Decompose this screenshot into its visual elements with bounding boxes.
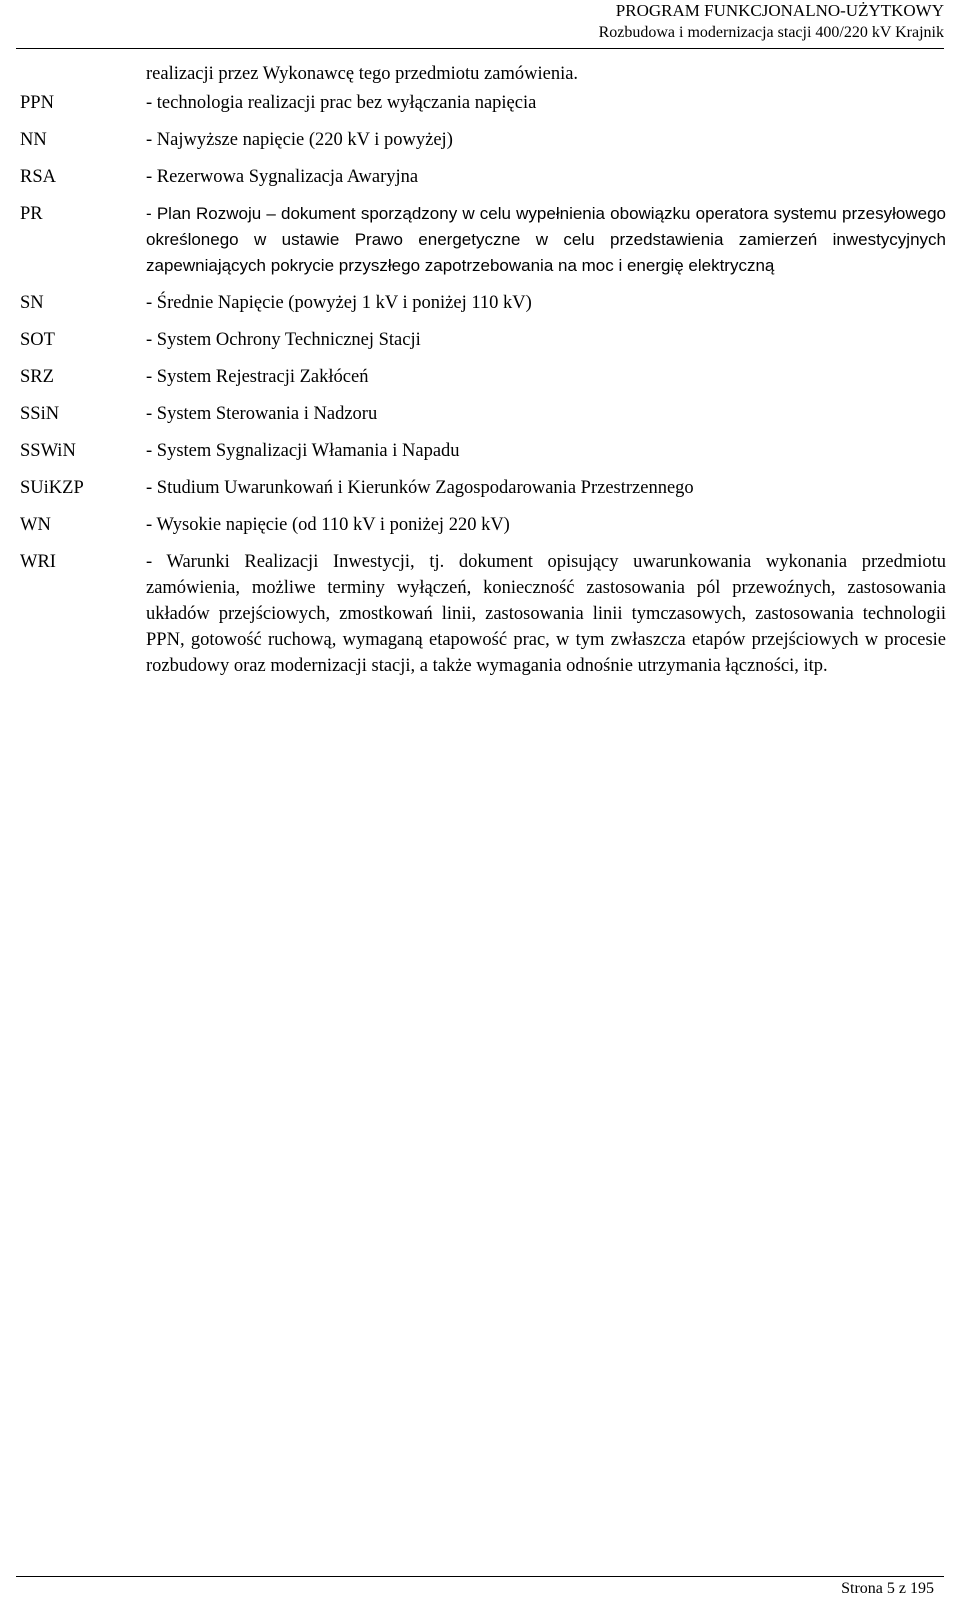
abbreviation-term: NN — [20, 130, 47, 150]
abbreviation-term: SUiKZP — [20, 478, 84, 498]
abbreviation-definition: - Studium Uwarunkowań i Kierunków Zagospodarowania Przestrzennego — [146, 478, 694, 498]
abbreviation-row — [20, 438, 946, 464]
page-number: Strona 5 z 195 — [841, 1580, 934, 1597]
abbreviation-row — [20, 127, 946, 153]
abbreviation-row — [20, 164, 946, 190]
abbreviation-term: SSiN — [20, 404, 60, 424]
abbreviation-definition: - Rezerwowa Sygnalizacja Awaryjna — [146, 167, 419, 187]
abbreviation-term: PPN — [20, 93, 54, 113]
abbreviation-row — [20, 290, 946, 316]
abbreviation-definition: - Plan Rozwoju – dokument sporządzony w celu wypełnienia obowiązku operatora systemu przesyłowego określonego w ustawie Prawo energetyczne w celu przedstawienia zamierzeń inwestycyjnych zapewniających pokrycie przyszłego zapotrzebowania na moc i energię elektryczną — [146, 204, 946, 275]
abbreviation-definition: - Warunki Realizacji Inwestycji, tj. dokument opisujący uwarunkowania wykonania przedmiotu zamówienia, możliwe terminy wyłączeń, konieczność zastosowania pól przewoźnych, zastosowania układów przejściowych, zmostkowań linii, zastosowania linii tymczasowych, zastosowania technologii PPN, gotowość ruchową, wymaganą etapowość prac, w tym zwłaszcza etapów przejściowych w procesie rozbudowy oraz modernizacji stacji, a także wymagania odnośnie utrzymania łączności, itp. — [146, 552, 946, 676]
abbreviation-term: WN — [20, 515, 51, 535]
abbreviation-row — [20, 512, 946, 538]
document-title: PROGRAM FUNKCJONALNO-UŻYTKOWY — [615, 1, 944, 20]
abbreviation-row — [20, 549, 946, 679]
abbreviation-list — [20, 60, 946, 679]
page-header — [599, 0, 944, 44]
abbreviation-definition: - technologia realizacji prac bez wyłączania napięcia — [146, 93, 537, 113]
abbreviation-term: PR — [20, 204, 43, 224]
abbreviation-row — [20, 401, 946, 427]
abbreviation-definition: - Średnie Napięcie (powyżej 1 kV i poniżej 110 kV) — [146, 293, 532, 313]
abbreviation-definition: - System Sterowania i Nadzoru — [146, 404, 378, 424]
abbreviation-row — [20, 201, 946, 279]
footer-divider — [16, 1576, 944, 1577]
abbreviation-term: SRZ — [20, 367, 54, 387]
abbreviation-term: RSA — [20, 167, 56, 187]
abbreviation-row — [20, 90, 946, 116]
abbreviation-term: SSWiN — [20, 441, 76, 461]
abbreviation-term: SN — [20, 293, 44, 313]
abbreviation-definition: - System Rejestracji Zakłóceń — [146, 367, 369, 387]
header-divider — [16, 48, 944, 49]
abbreviation-row — [20, 364, 946, 390]
continuation-text: realizacji przez Wykonawcę tego przedmiotu zamówienia. — [146, 64, 579, 84]
abbreviation-definition: - Najwyższe napięcie (220 kV i powyżej) — [146, 130, 453, 150]
document-subtitle: Rozbudowa i modernizacja stacji 400/220 kV Krajnik — [598, 24, 944, 41]
abbreviation-term: WRI — [20, 552, 56, 572]
abbreviation-definition: - System Sygnalizacji Włamania i Napadu — [146, 441, 460, 461]
abbreviation-row — [20, 327, 946, 353]
abbreviation-term: SOT — [20, 330, 55, 350]
abbreviation-definition: - Wysokie napięcie (od 110 kV i poniżej 220 kV) — [146, 515, 510, 535]
abbreviation-row — [20, 475, 946, 501]
abbreviation-definition: - System Ochrony Technicznej Stacji — [146, 330, 421, 350]
